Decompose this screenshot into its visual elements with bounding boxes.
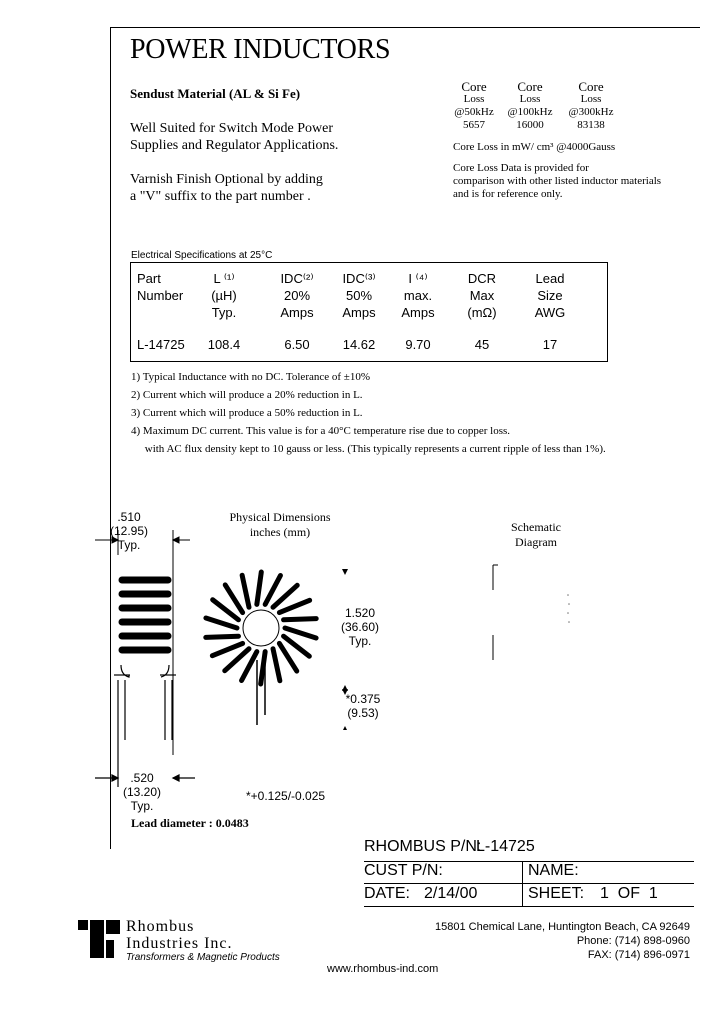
footnote: 4) Maximum DC current. This value is for a 40°C temperature rise due to copper loss. [131,425,511,437]
value-imax: 9.70 [405,337,431,352]
rhombus-pn-label: RHOMBUS P/N: [364,838,482,855]
lead-diameter: Lead diameter : 0.0483 [131,816,249,830]
toroid-winding [273,585,297,607]
specs-caption: Electrical Specifications at 25°C [131,250,273,261]
tolerance-note: *+0.125/-0.025 [246,789,326,803]
varnish-note: Varnish Finish Optional by adding a "V" suffix to the part number . [130,172,323,204]
company-address: 15801 Chemical Lane, Huntington Beach, CA 92649 [434,921,690,933]
value-idc-20: 6.50 [284,337,310,352]
header-idc-20: IDC⁽²⁾ 20% Amps [280,271,314,320]
core-loss-reference-note: Core Loss Data is provided for comparison with other listed inductor materials and is for reference only. [453,162,662,200]
footnote: 1) Typical Inductance with no DC. Tolerance of ±10% [131,371,370,383]
toroid-winding [284,619,317,620]
footnotes [131,368,606,458]
toroid-winding [279,600,309,612]
date-label: DATE: [364,885,410,902]
value-lead: 17 [542,337,558,352]
company-fax: FAX: (714) 896-0971 [587,949,690,961]
schematic-diagram [488,560,578,665]
value-idc-50: 14.62 [342,337,376,352]
core-loss-col-100k: Core Loss @100kHz 16000 [507,79,553,131]
toroid-winding [212,643,242,655]
dim-top-width: .510 (12.95) Typ. [109,510,149,552]
sheet-label: SHEET: [528,885,585,902]
dim-lead-length: *0.375 (9.53) [345,692,381,720]
rhombus-pn-value: L-14725 [476,838,535,855]
material-subtitle: Sendust Material (AL & Si Fe) [130,86,301,101]
toroid-winding [257,572,261,604]
header-inductance: L ⁽¹⁾ (µH) Typ. [211,271,237,320]
title-block-rule [364,906,694,907]
company-website[interactable]: www.rhombus-ind.com [327,963,439,975]
value-inductance: 108.4 [207,337,241,352]
footnote: 3) Current which will produce a 50% reduction in L. [131,407,363,419]
physical-dimensions-title: Physical Dimensions inches (mm) [229,510,331,539]
toroid-winding [206,636,239,637]
header-dcr: DCR Max (mΩ) [467,271,497,320]
footnote: with AC flux density kept to 10 gauss or less. (This typically represents a current ripple of less than 1%). [131,443,606,455]
company-phone: Phone: (714) 898-0960 [576,935,690,947]
frame-top-border [110,27,700,28]
company-tagline: Transformers & Magnetic Products [126,952,280,963]
company-name-line1: Rhombus [126,918,195,935]
title-block-divider [522,862,523,906]
toroid-winding [285,628,316,638]
core-loss-col-300k: Core Loss @300kHz 83138 [568,79,614,131]
header-lead: Lead Size AWG [534,271,566,320]
schematic-title: Schematic Diagram [511,520,561,549]
header-imax: I ⁽⁴⁾ max. Amps [401,271,435,320]
side-view-drawing [85,525,200,790]
toroid-winding [225,649,249,671]
toroid-winding [273,649,280,681]
title-block-rule [364,883,694,884]
company-name-line2: Industries Inc. [126,935,233,952]
dim-height: 1.520 (36.60) Typ. [340,606,380,648]
dim-bottom-width: .520 (13.20) Typ. [122,771,162,813]
footnote: 2) Current which will produce a 20% reduction in L. [131,389,363,401]
core-loss-col-50k: Core Loss @50kHz 5657 [454,79,494,131]
toroid-winding [242,575,249,607]
description: Well Suited for Switch Mode Power Supplies and Regulator Applications. [130,121,339,153]
value-dcr: 45 [474,337,490,352]
value-part: L-14725 [137,337,185,352]
header-part: Part Number [137,271,184,303]
page-title: POWER INDUCTORS [130,34,391,65]
toroid-winding [206,618,237,628]
header-idc-50: IDC⁽³⁾ 50% Amps [342,271,376,320]
name-label: NAME: [528,862,579,879]
rhombus-logo-icon [76,918,124,960]
core-loss-unit-note: Core Loss in mW/ cm³ @4000Gauss [453,141,616,153]
spec-table [130,262,608,362]
cust-pn-label: CUST P/N: [364,862,443,879]
sheet-value: 1 OF 1 [600,885,658,902]
date-value: 2/14/00 [424,885,478,902]
